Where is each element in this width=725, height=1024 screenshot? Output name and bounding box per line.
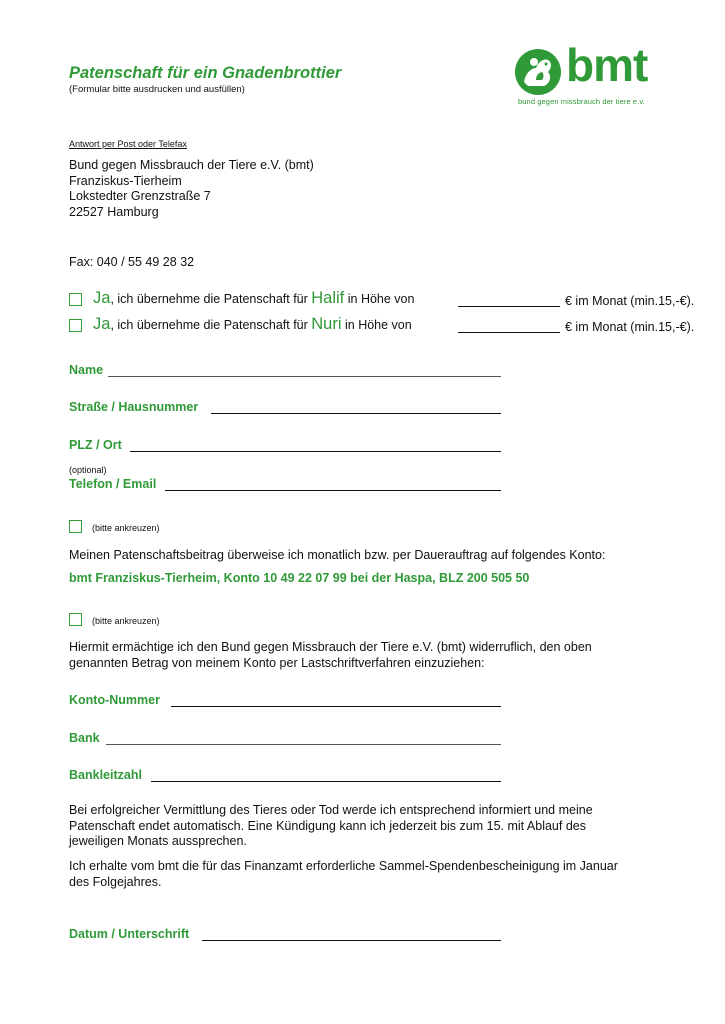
address-block xyxy=(69,158,314,220)
amount-halif-field[interactable] xyxy=(458,306,560,307)
zip-city-label: PLZ / Ort xyxy=(69,438,122,452)
transfer-account: bmt Franziskus-Tierheim, Konto 10 49 22 07 99 bei der Haspa, BLZ 200 505 50 xyxy=(69,571,530,585)
sponsor-nuri-text xyxy=(93,315,412,334)
street-field[interactable] xyxy=(211,413,501,414)
phone-email-label: Telefon / Email xyxy=(69,477,157,491)
date-signature-label: Datum / Unterschrift xyxy=(69,927,190,941)
answer-intro: Antwort per Post oder Telefax xyxy=(69,139,187,149)
address-line: 22527 Hamburg xyxy=(69,204,159,219)
bmt-animals-logo-icon xyxy=(514,48,562,96)
page-title: Patenschaft für ein Gnadenbrottier xyxy=(69,64,342,82)
bank-label: Bank xyxy=(69,731,100,745)
phone-email-field[interactable] xyxy=(165,490,501,491)
transfer-checkbox-hint: (bitte ankreuzen) xyxy=(92,523,160,533)
amount-suffix: € im Monat (min.15,-€). xyxy=(565,320,695,334)
transfer-checkbox[interactable] xyxy=(69,520,82,533)
sponsor-text: in Höhe von xyxy=(344,292,415,306)
sponsor-text: in Höhe von xyxy=(341,318,412,332)
date-signature-field[interactable] xyxy=(202,940,501,941)
address-line: Lokstedter Grenzstraße 7 xyxy=(69,189,211,203)
sponsor-text: , ich übernehme die Patenschaft für xyxy=(110,318,312,332)
sponsor-halif-text xyxy=(93,289,414,308)
logo-word: bmt xyxy=(566,39,648,91)
fax-number: Fax: 040 / 55 49 28 32 xyxy=(69,255,195,269)
amount-nuri-field[interactable] xyxy=(458,332,560,333)
street-label: Straße / Hausnummer xyxy=(69,400,199,414)
name-label: Name xyxy=(69,363,104,377)
account-number-field[interactable] xyxy=(171,706,501,707)
optional-note: (optional) xyxy=(69,465,107,475)
transfer-text: Meinen Patenschaftsbeitrag überweise ich monatlich bzw. per Dauerauftrag auf folgendes Konto: xyxy=(69,548,606,562)
address-line: Bund gegen Missbrauch der Tiere e.V. (bmt) xyxy=(69,158,314,172)
bank-code-label: Bankleitzahl xyxy=(69,768,142,782)
page-subtitle: (Formular bitte ausdrucken und ausfüllen) xyxy=(69,84,245,95)
debit-text: Hiermit ermächtige ich den Bund gegen Missbrauch der Tiere e.V. (bmt) widerruflich, den oben genannten Betrag von meinem Konto per Lastschriftverfahren einzuziehen: xyxy=(69,640,592,670)
bank-code-field[interactable] xyxy=(151,781,501,782)
address-line: Franziskus-Tierheim xyxy=(69,173,182,188)
ja-label: Ja xyxy=(93,315,111,333)
sponsor-nuri-checkbox[interactable] xyxy=(69,319,82,332)
bank-field[interactable] xyxy=(106,744,501,745)
termination-note: Bei erfolgreicher Vermittlung des Tieres oder Tod werde ich entsprechend informiert und meine Patenschaft endet automatisch. Eine Kündigung kann ich jederzeit bis zum 15. mit Ablauf des jeweiligen Monats aussprechen. xyxy=(69,803,593,848)
donation-receipt-note: Ich erhalte vom bmt die für das Finanzamt erforderliche Sammel-Spendenbescheinigung im Januar des Folgejahres. xyxy=(69,859,618,889)
animal-name: Halif xyxy=(311,289,345,307)
amount-suffix: € im Monat (min.15,-€). xyxy=(565,294,695,308)
zip-city-field[interactable] xyxy=(130,451,501,452)
animal-name: Nuri xyxy=(311,315,342,333)
ja-label: Ja xyxy=(93,289,111,307)
sponsor-text: , ich übernehme die Patenschaft für xyxy=(110,292,312,306)
sponsor-halif-checkbox[interactable] xyxy=(69,293,82,306)
debit-checkbox-hint: (bitte ankreuzen) xyxy=(92,616,160,626)
logo-tagline: bund gegen missbrauch der tiere e.v. xyxy=(518,97,645,106)
debit-checkbox[interactable] xyxy=(69,613,82,626)
account-number-label: Konto-Nummer xyxy=(69,693,160,707)
name-field[interactable] xyxy=(108,376,501,377)
